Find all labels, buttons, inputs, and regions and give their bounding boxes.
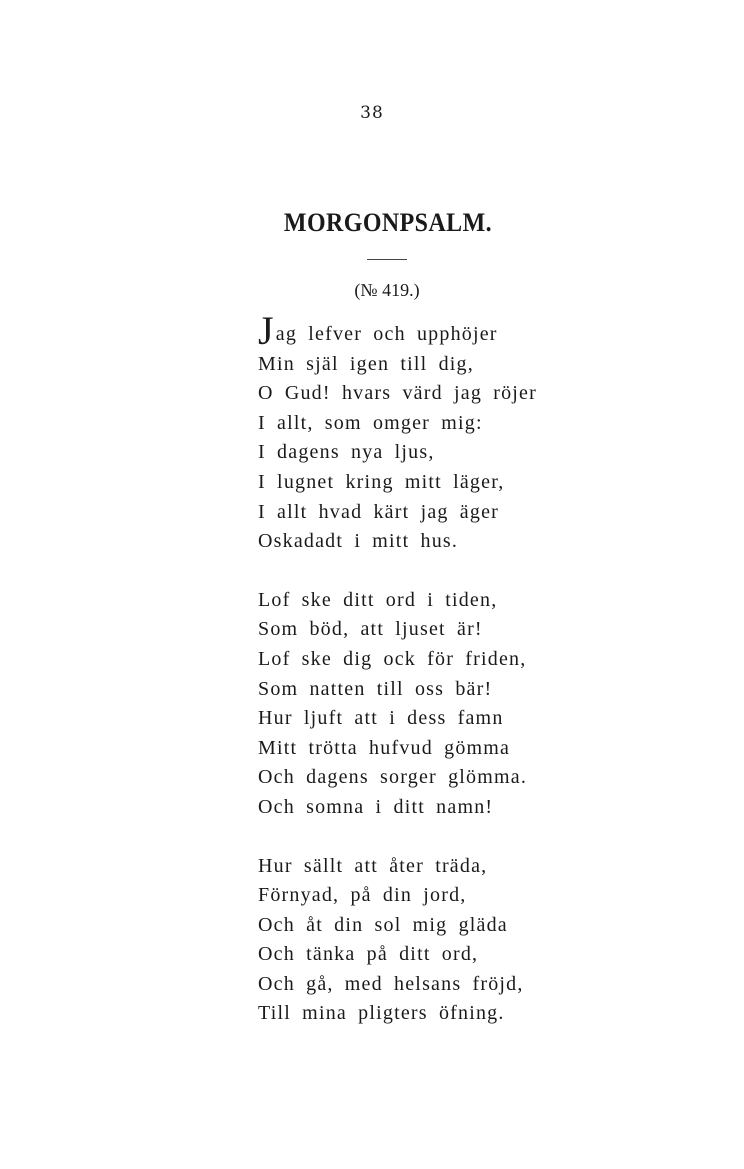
title-rule	[367, 259, 407, 260]
poem-line: I allt, som omger mig:	[258, 411, 483, 434]
poem-line: Lof ske ditt ord i tiden,	[258, 588, 498, 611]
drop-cap: J	[258, 308, 275, 353]
stanza-2	[258, 586, 537, 823]
poem-line: Till mina pligters öfning.	[258, 1002, 505, 1025]
poem-line: O Gud! hvars värd jag röjer	[258, 382, 537, 405]
poem-line: Lof ske dig ock för friden,	[258, 647, 527, 670]
poem-title: MORGONPSALM.	[283, 208, 493, 237]
poem-line: Och gå, med helsans fröjd,	[258, 972, 524, 995]
poem-line: Hur sällt att åter träda,	[258, 854, 488, 877]
poem-line: I dagens nya ljus,	[258, 441, 435, 464]
page-number: 38	[360, 103, 384, 123]
poem-line: Förnyad, på din jord,	[258, 884, 467, 907]
poem-line: Mitt trötta hufvud gömma	[258, 736, 511, 759]
poem-line	[258, 308, 537, 353]
poem-line: Som böd, att ljuset är!	[258, 618, 483, 641]
poem-line: I lugnet kring mitt läger,	[258, 470, 505, 493]
stanza-3	[258, 852, 537, 1030]
poem-line: Och tänka på ditt ord,	[258, 943, 479, 966]
poem-line: Och åt din sol mig gläda	[258, 913, 508, 936]
stanza-1	[258, 308, 537, 557]
hymn-number: (№ 419.)	[354, 280, 420, 300]
poem-line: Och dagens sorger glömma.	[258, 766, 528, 789]
poem-line: Oskadadt i mitt hus.	[258, 530, 459, 553]
poem-line-text: ag lefver och upphöjer	[275, 323, 498, 345]
poem-line: Hur ljuft att i dess famn	[258, 707, 504, 730]
poem	[258, 308, 537, 1029]
poem-line: Min själ igen till dig,	[258, 352, 474, 375]
poem-line: I allt hvad kärt jag äger	[258, 500, 500, 523]
poem-line: Som natten till oss bär!	[258, 677, 493, 700]
poem-line: Och somna i ditt namn!	[258, 795, 494, 818]
